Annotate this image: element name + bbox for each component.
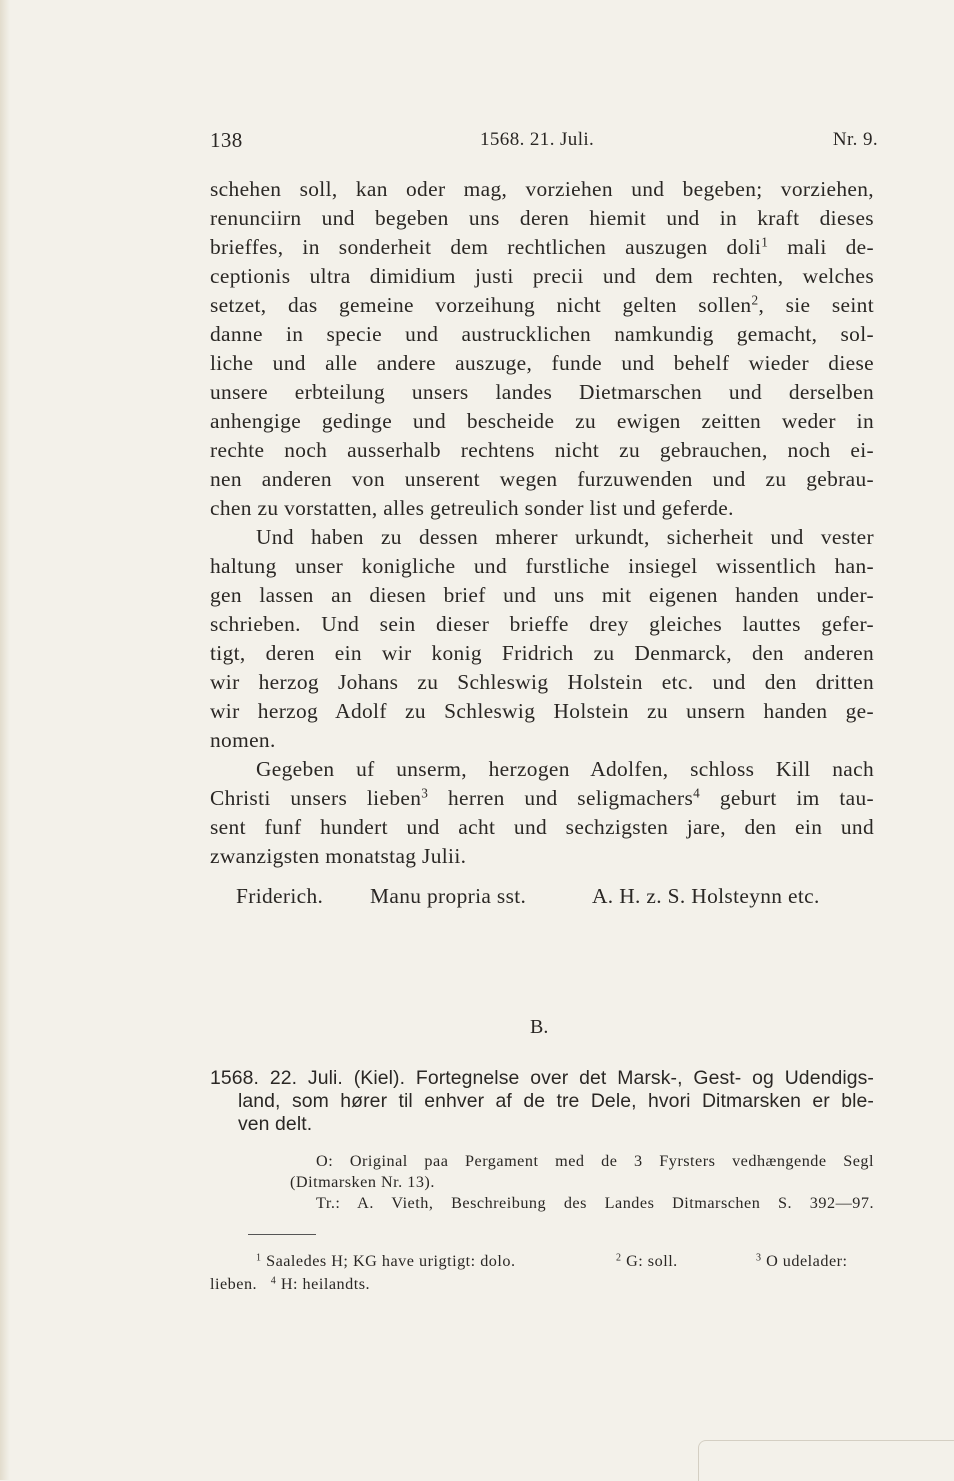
text-line: ceptionis ultra dimidium justi precii und dem rechten, welches	[210, 264, 874, 288]
source-line: (Ditmarsken Nr. 13).	[290, 1173, 435, 1191]
footnote-1: $^1$ Saaledes H; KG have urigtigt: dolo.	[256, 1252, 516, 1270]
source-line: O: Original paa Pergament med de 3 Fyrsters vedhængende Segl	[316, 1152, 874, 1170]
text-line: renunciirn und begeben uns deren hiemit und in kraft dieses	[210, 206, 874, 230]
document-heading	[210, 1067, 874, 1136]
text-line: haltung unser konigliche und furstliche insiegel wissentlich han-	[210, 554, 874, 578]
text-line: chen zu vorstatten, alles getreulich sonder list und geferde.	[210, 496, 734, 520]
footnote-ref: 2	[751, 292, 759, 308]
footnote-row	[210, 1250, 874, 1273]
footnote-ref: 4	[693, 785, 701, 801]
signature-manu-propria: Manu propria sst.	[370, 884, 527, 908]
text-line: nomen.	[210, 728, 276, 752]
page-corner-mark	[698, 1440, 954, 1481]
text-line: wir herzog Johans zu Schleswig Holstein etc. und den dritten	[210, 670, 874, 694]
source-note	[290, 1151, 874, 1214]
page-edge	[0, 0, 10, 1480]
text-line: rechte noch ausserhalb rechtens nicht zu gebrauchen, noch ei-	[210, 438, 874, 462]
footnote-divider	[248, 1234, 316, 1235]
header-doc-number: Nr. 9.	[832, 129, 878, 150]
text-line: tigt, deren ein wir konig Fridrich zu Denmarck, den anderen	[210, 641, 874, 665]
text-line: setzet, das gemeine vorzeihung nicht gelten sollen$^2$, sie seint	[210, 292, 874, 317]
text-line: Und haben zu dessen mherer urkundt, sicherheit und vester	[256, 525, 874, 549]
body-text	[210, 175, 874, 871]
signature-line	[236, 884, 820, 909]
footnotes	[210, 1250, 874, 1296]
text-line: brieffes, in sonderheit dem rechtlichen auszugen doli$^1$ mali de-	[210, 234, 874, 259]
text-line: zwanzigsten monatstag Julii.	[210, 844, 467, 868]
header-date: 1568. 21. Juli.	[480, 129, 595, 150]
text-line: schehen soll, kan oder mag, vorziehen und begeben; vorziehen,	[210, 177, 874, 201]
section-letter: B.	[530, 1016, 549, 1038]
text-line: unsere erbteilung unsers landes Dietmarschen und derselben	[210, 380, 874, 404]
heading-line: land, som hører til enhver af de tre Dele, hvori Ditmarsken er ble-	[238, 1090, 874, 1112]
signature-holstein: A. H. z. S. Holsteynn etc.	[592, 884, 820, 908]
text-line: schrieben. Und sein dieser brieffe drey gleiches lauttes gefer-	[210, 612, 874, 636]
heading-line: 1568. 22. Juli. (Kiel). Fortegnelse over det Marsk-, Gest- og Udendigs-	[210, 1067, 874, 1089]
text-line: nen anderen von unserent wegen furzuwenden und zu gebrau-	[210, 467, 874, 491]
text-line: anhengige gedinge und bescheide zu ewigen zeitten weder in	[210, 409, 874, 433]
footnote-3: $^3$ O udelader:	[756, 1252, 848, 1270]
source-line: Tr.: A. Vieth, Beschreibung des Landes Ditmarschen S. 392—97.	[316, 1194, 874, 1212]
text-line: danne in specie und austrucklichen namkundig gemacht, sol-	[210, 322, 874, 346]
heading-line: ven delt.	[238, 1113, 313, 1135]
text-line: liche und alle andere auszuge, funde und behelf wieder diese	[210, 351, 874, 375]
footnote-ref: 3	[421, 785, 429, 801]
footnote-3-continuation: lieben.	[210, 1275, 258, 1293]
running-header	[210, 128, 878, 156]
signature-name: Friderich.	[236, 884, 324, 908]
footnote-2: $^2$ G: soll.	[616, 1252, 678, 1270]
text-line: Gegeben uf unserm, herzogen Adolfen, schloss Kill nach	[256, 757, 874, 781]
footnote-4: $^4$ H: heilandts.	[270, 1275, 371, 1293]
text-line: gen lassen an diesen brief und uns mit eigenen handen under-	[210, 583, 874, 607]
text-line: Christi unsers lieben$^3$ herren und seligmachers$^4$ geburt im tau-	[210, 785, 874, 810]
page-number: 138	[210, 128, 243, 152]
footnote-ref: 1	[761, 234, 769, 250]
text-line: wir herzog Adolf zu Schleswig Holstein zu unsern handen ge-	[210, 699, 874, 723]
footnote-row	[210, 1273, 874, 1296]
text-line: sent funf hundert und acht und sechzigsten jare, den ein und	[210, 815, 874, 839]
